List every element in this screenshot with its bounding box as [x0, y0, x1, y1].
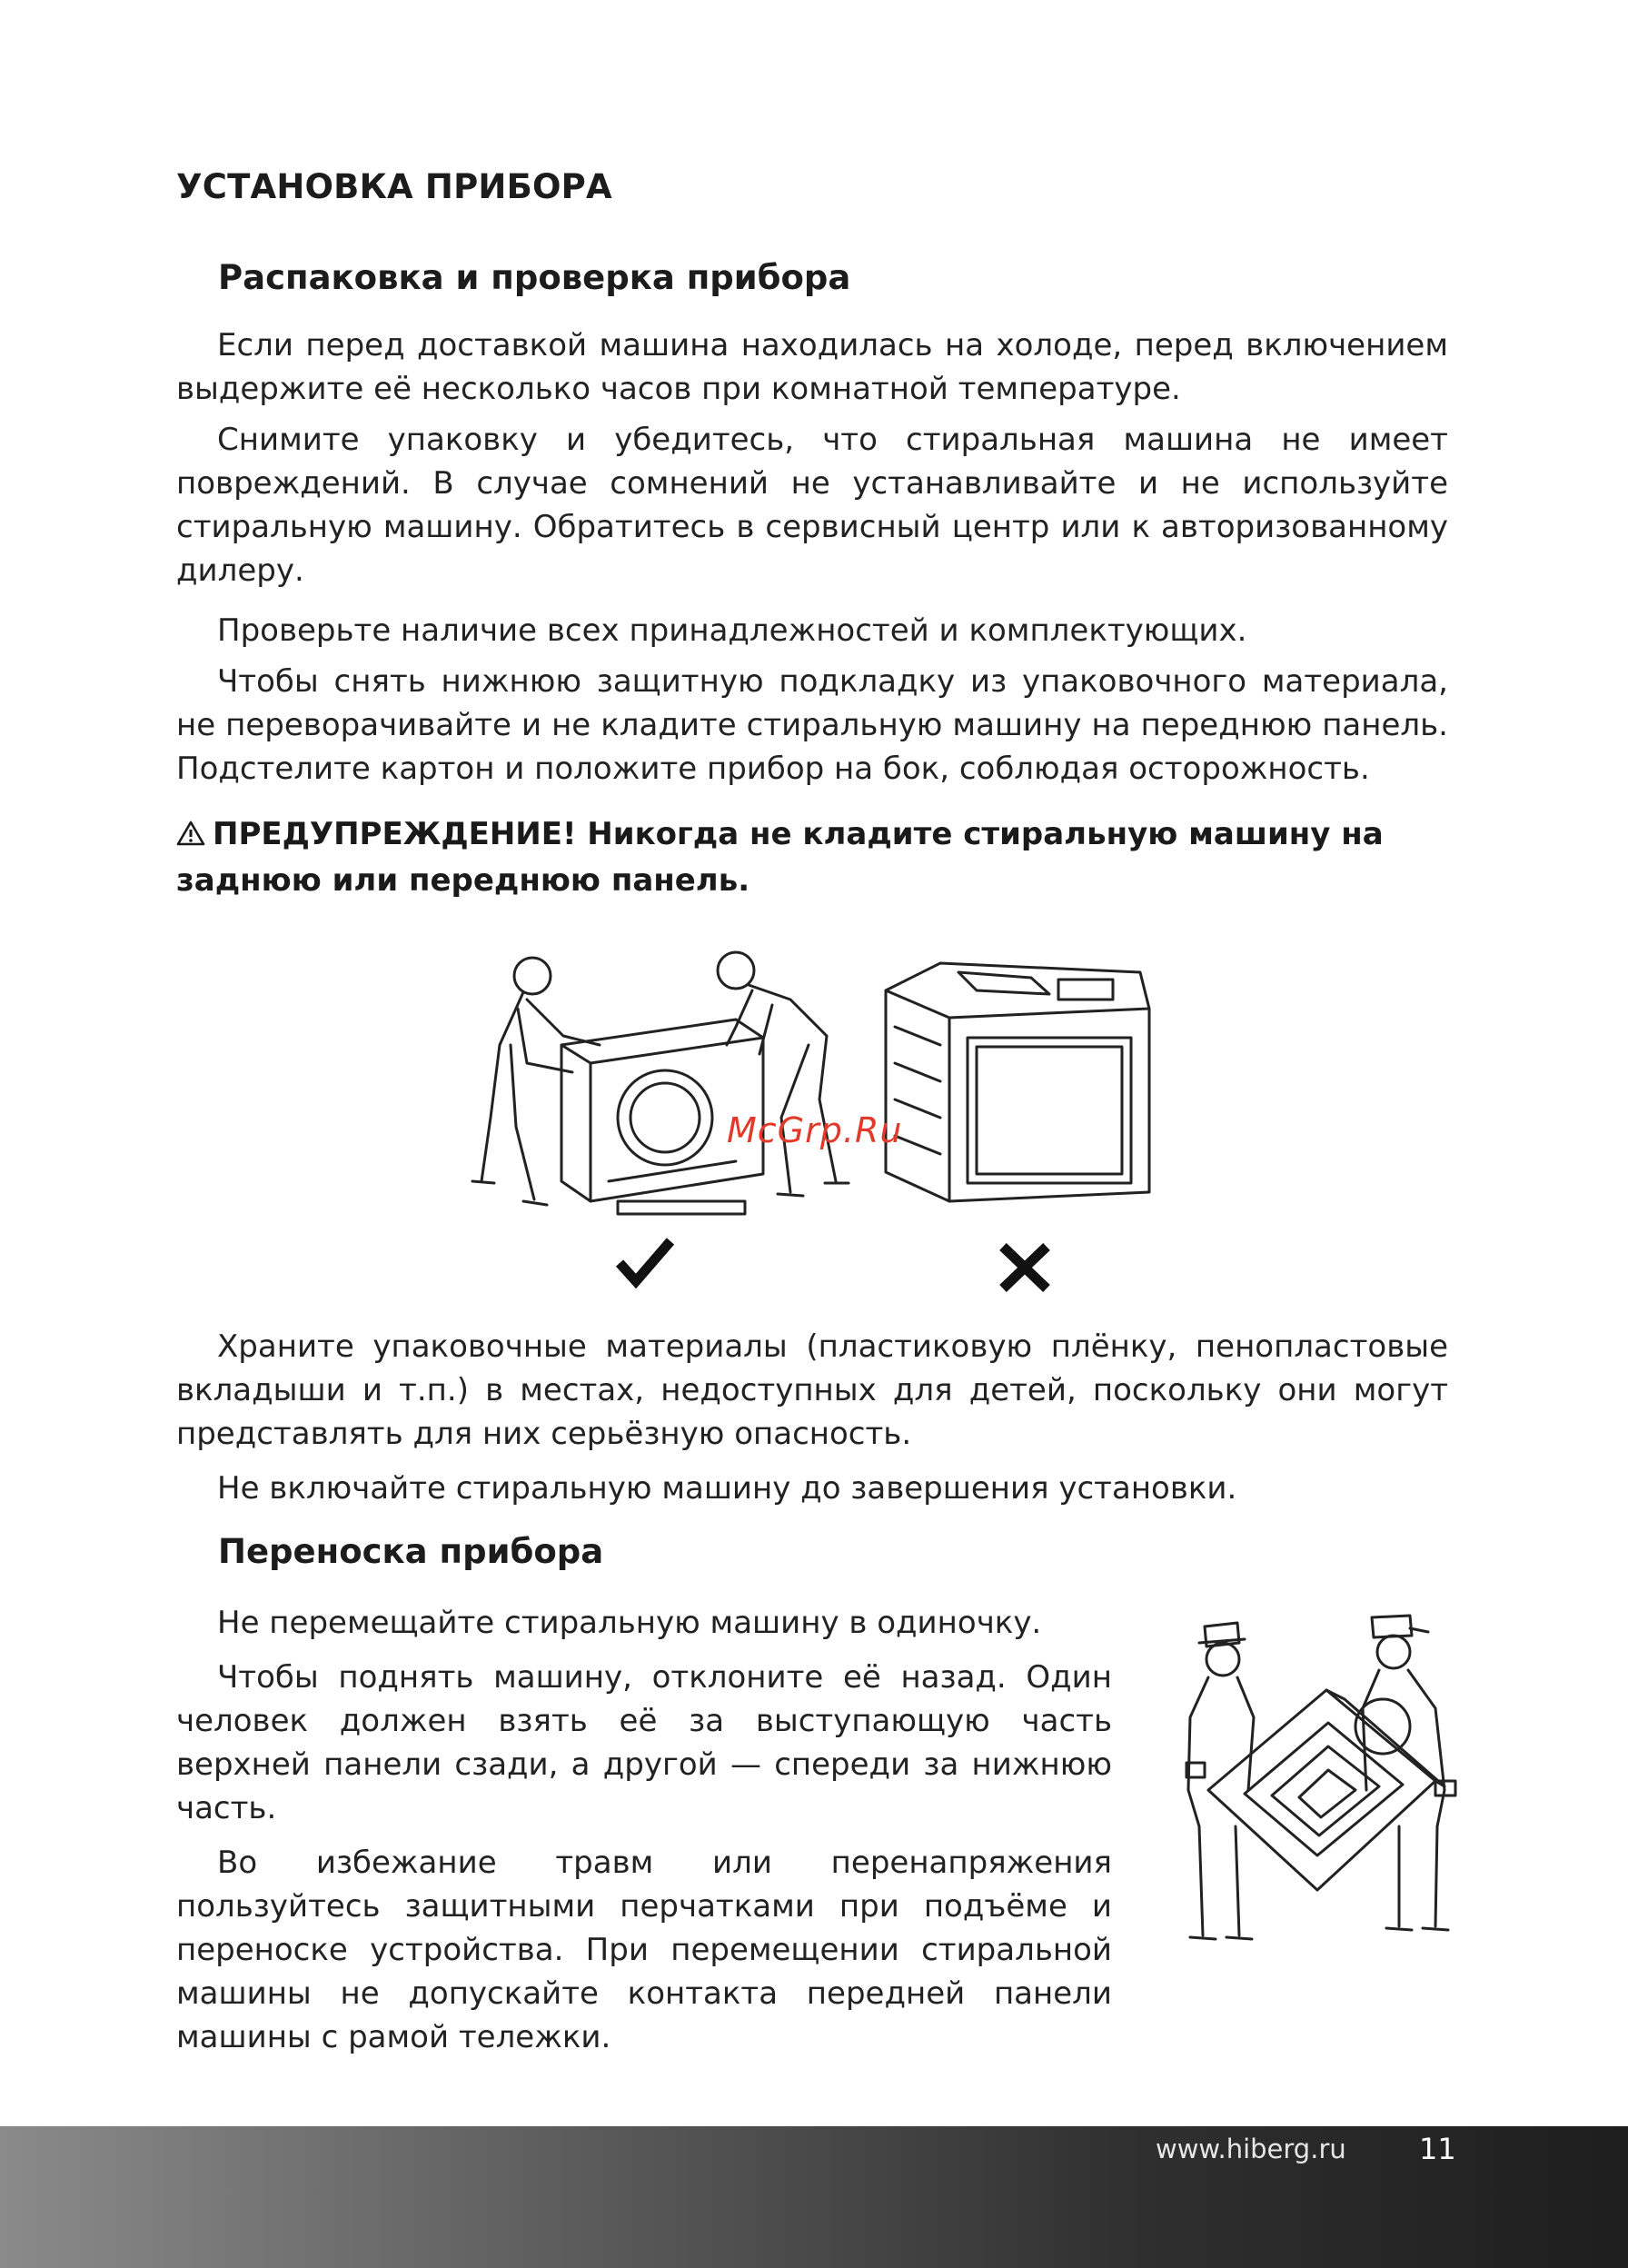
- watermark: McGrp.Ru: [727, 1110, 903, 1150]
- machine-on-panel-illustration: [877, 954, 1158, 1218]
- paragraph-packaging-safety: Храните упаковочные материалы (пластиковую плёнку, пенопластовые вкладыши и т.п.) в местах, недоступных для детей, поскольку они могут представлять для них серьёзную опасность.: [176, 1328, 1448, 1452]
- check-icon: [616, 1236, 674, 1288]
- cross-icon: [998, 1241, 1052, 1294]
- section-title: УСТАНОВКА ПРИБОРА: [176, 167, 612, 206]
- footer-website: www.hiberg.ru: [1156, 2134, 1346, 2164]
- paragraph-lift-method: Чтобы поднять машину, отклоните её назад. Один человек должен взять её за выступающую часть верхней панели сзади, а другой — спереди за нижнюю часть.: [176, 1659, 1112, 1826]
- warning-note: [176, 812, 1466, 902]
- paragraph-no-power-on: Не включайте стиральную машину до завершения установки.: [217, 1470, 1237, 1507]
- paragraph-gloves: Во избежание травм или перенапряжения пользуйтесь защитными перчатками при подъёме и переноске устройства. При перемещении стиральной машины не допускайте контакта передней панели машины с рамой тележки.: [176, 1845, 1112, 2055]
- paragraph-not-alone: Не перемещайте стиральную машину в одиночку.: [217, 1605, 1042, 1641]
- paragraph-accessories: Проверьте наличие всех принадлежностей и комплектующих.: [217, 612, 1247, 649]
- subsection-title-carrying: Переноска прибора: [218, 1532, 604, 1571]
- warning-text: ПРЕДУПРЕЖДЕНИЕ! Никогда не кладите стиральную машину на заднюю или переднюю панель.: [176, 816, 1384, 899]
- subsection-title-unpacking: Распаковка и проверка прибора: [218, 258, 851, 297]
- carrying-illustration: [1172, 1608, 1472, 1954]
- paragraph-inspect-damage: Снимите упаковку и убедитесь, что стиральная машина не имеет повреждений. В случае сомнений не устанавливайте и не используйте стиральную машину. Обратитесь в сервисный центр или к авторизованному дилеру.: [176, 422, 1448, 589]
- footer-bar: [0, 2126, 1628, 2268]
- lay-on-side-illustration: [463, 936, 890, 1227]
- page-number: 11: [1419, 2132, 1456, 2166]
- warning-triangle-icon: [176, 815, 205, 859]
- paragraph-cold-delivery: Если перед доставкой машина находилась на холоде, перед включением выдержите её несколько часов при комнатной температуре.: [176, 327, 1448, 407]
- paragraph-remove-base: Чтобы снять нижнюю защитную подкладку из упаковочного материала, не переворачивайте и не кладите стиральную машину на переднюю панель. Подстелите картон и положите прибор на бок, соблюдая осторожность.: [176, 663, 1448, 787]
